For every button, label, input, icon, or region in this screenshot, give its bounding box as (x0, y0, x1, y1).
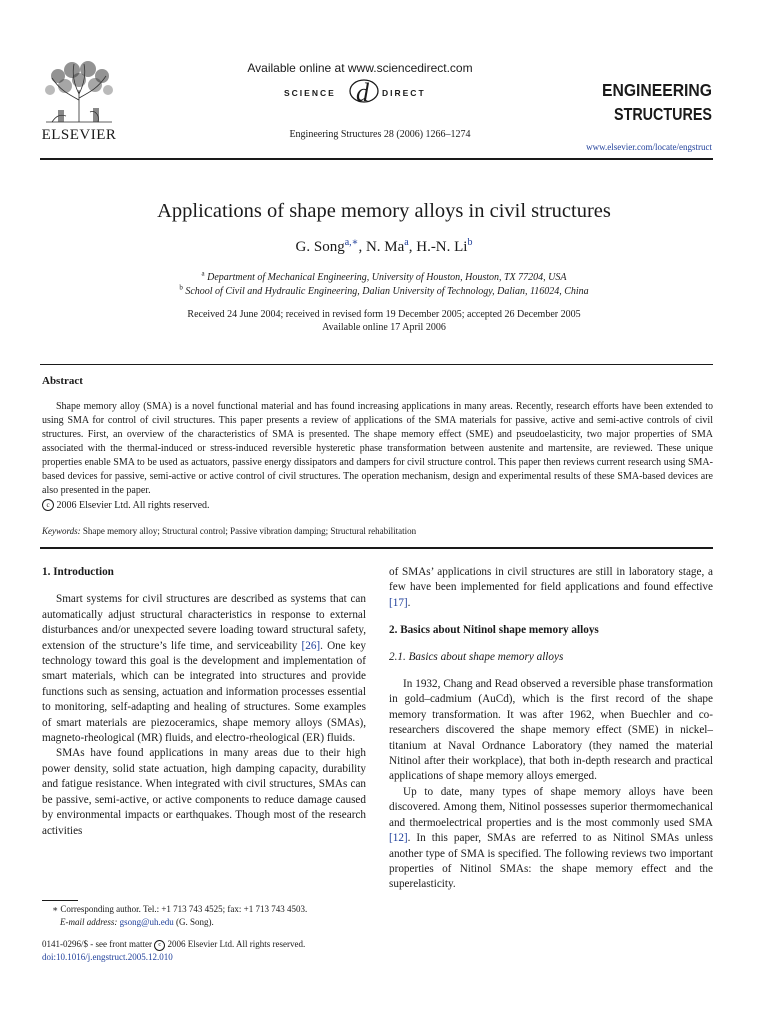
affiliation-text: School of Civil and Hydraulic Engineering, Dalian University of Technology, Dalian, 116024, China (185, 286, 589, 297)
intro-p1-text-cont: . One key technology toward this goal is the development and implementation of smart materials, which can be integrated into structures and provide functions such as sensing, actuation and information processes essential to monitoring, self-adapting and healing of structures. Some examples of smart materials are piezoceramics, shape memory alloys (SMAs), magneto-rheological (MR) fluids, and electro-rheological (ER) fluids. (42, 639, 366, 745)
keywords-line (42, 526, 416, 536)
corresponding-text: Corresponding author. Tel.: +1 713 743 4525; fax: +1 713 743 4503. (60, 904, 308, 914)
left-column (42, 565, 366, 839)
section-2-heading: 2. Basics about Nitinol shape memory alloys (389, 624, 599, 637)
footnote-email-line (42, 916, 372, 929)
section-2-1-heading: 2.1. Basics about shape memory alloys (389, 650, 564, 663)
continued-text: of SMAs’ applications in civil structures are still in laboratory stage, a few have been implemented for field applications and found effective (389, 566, 713, 594)
keywords-list: Shape memory alloy; Structural control; Passive vibration damping; Structural rehabilitation (82, 526, 417, 536)
paper-title: Applications of shape memory alloys in civil structures (157, 200, 611, 222)
received-dates: Received 24 June 2004; received in revised form 19 December 2005; accepted 26 December 2005 (187, 309, 581, 320)
copyright-icon: c (154, 940, 165, 951)
abstract-copyright (42, 499, 210, 511)
journal-name-line1: ENGINEERING (602, 80, 712, 100)
available-online-date: Available online 17 April 2006 (322, 322, 446, 333)
section-2-1-paragraph-2 (389, 785, 713, 893)
abstract-text: Shape memory alloy (SMA) is a novel functional material and has found increasing applications in many areas. Recently, research efforts have been extended to using SMA for control of civil structures. This paper presents a review of applications of the SMA materials for passive, active and semi-active controls of civil structures. First, an overview of the characteristics of SMA is presented. The shape memory effect (SME) and pseudoelasticity, two major properties of SMA associated with the thermal-induced or stress-induced reversible hysteretic phase transformation between austenite and martensite, are reviewed. These unique properties enable SMA to be used as actuators, passive energy dissipators and dampers for civil structure control. This paper then reviews current research using SMA-based devices for passive, semi-active or active control of civil structures. The operation mechanism, design and experimental results of these SMA-based devices are also presented in the paper. (42, 401, 713, 496)
copyright-text: 2006 Elsevier Ltd. All rights reserved. (56, 500, 210, 511)
copyright-icon: c (42, 499, 54, 511)
affiliation-a (0, 269, 768, 283)
continued-paragraph (389, 565, 713, 611)
footnote-author-line (42, 903, 372, 916)
abstract-heading: Abstract (42, 375, 83, 387)
affiliation-mark: b (179, 283, 183, 292)
intro-p1-text: Smart systems for civil structures are described as systems that can automatically adjust structural characteristics in response to external disturbances and/or unexpected severe loading toward structural safety, extension of the structure’s life time, and serviceability (42, 593, 366, 652)
sciencedirect-logo[interactable] (284, 77, 468, 105)
intro-paragraph-1 (42, 592, 366, 746)
right-column (389, 565, 713, 893)
s21-p2-text: Up to date, many types of shape memory alloys have been discovered. Among them, Nitinol possesses superior thermomechanical and thermoelectrical properties and is the most commonly used SMA (389, 785, 713, 829)
s21-p2-text-cont: . In this paper, SMAs are referred to as Nitinol SMAs unless another type of SMA is specified. The following reviews two important properties of Nitinol SMAs: the shape memory effect and the superelasticity. (389, 832, 713, 891)
issn-copyright: 2006 Elsevier Ltd. All rights reserved. (167, 939, 306, 949)
citation-link[interactable]: [17] (389, 596, 408, 609)
body-top-divider (40, 547, 713, 549)
email-link[interactable]: gsong@uh.edu (119, 917, 174, 927)
sciencedirect-right-text: DIRECT (382, 88, 426, 98)
issn-line (42, 939, 305, 951)
author-name: N. Ma (365, 239, 405, 255)
header-divider (40, 158, 713, 160)
journal-name-line2: STRUCTURES (614, 104, 712, 124)
sciencedirect-d-icon: d (356, 78, 369, 107)
section-1-heading: 1. Introduction (42, 566, 114, 578)
author-separator: , (358, 239, 366, 255)
citation-link[interactable]: [26] (301, 639, 321, 652)
email-suffix: (G. Song). (175, 917, 214, 927)
journal-url-link[interactable]: www.elsevier.com/locate/engstruct (586, 142, 712, 152)
author-name: H.-N. Li (416, 239, 468, 255)
section-2-1-paragraph-1: In 1932, Chang and Read observed a reversible phase transformation in gold–cadmium (AuCd), which is the first record of the shape memory transformation. It was after 1962, when Buechler and co-researchers discovered the shape memory effect (SME) in nickel–titanium at Naval Ordnance Laboratory (they named the material Nitinol after their workplace), that both in-depth research and practical applications of shape memory alloys emerged. (389, 678, 713, 783)
author-affiliation-mark[interactable]: a (404, 237, 409, 248)
author-list (0, 239, 768, 256)
publisher-name: ELSEVIER (41, 127, 117, 143)
abstract-top-divider (40, 364, 713, 365)
sciencedirect-left-text: SCIENCE (284, 88, 336, 98)
doi-link[interactable]: doi:10.1016/j.engstruct.2005.12.010 (42, 952, 173, 962)
citation-link[interactable]: [12] (389, 832, 408, 845)
footnote-rule (42, 900, 78, 901)
corresponding-footnote (42, 900, 372, 929)
keywords-label: Keywords: (42, 526, 81, 536)
author-name: G. Song (295, 239, 345, 255)
author-affiliation-mark[interactable]: a,∗ (344, 237, 359, 248)
author-separator: , (408, 239, 417, 255)
available-online-line[interactable]: Available online at www.sciencedirect.com (247, 61, 473, 75)
author-affiliation-mark[interactable]: b (467, 237, 473, 248)
journal-citation: Engineering Structures 28 (2006) 1266–1274 (289, 129, 471, 140)
continued-text-end: . (407, 596, 411, 609)
abstract-body (42, 400, 713, 498)
affiliation-mark: a (201, 269, 205, 278)
email-label: E-mail address: (60, 917, 118, 927)
intro-paragraph-2: SMAs have found applications in many areas due to their high power density, solid state actuation, high damping capacity, durability and fatigue resistance. When integrated with civil structures, SMAs can be passive, semi-active, or active components to reduce damage caused by environmental impacts or earthquakes. Though most of the research activities (42, 747, 366, 837)
issn-text: 0141-0296/$ - see front matter (42, 939, 152, 949)
footnote-mark: ∗ (52, 904, 59, 914)
journal-name-logo (600, 76, 720, 128)
affiliation-b (0, 283, 768, 297)
affiliation-text: Department of Mechanical Engineering, University of Houston, Houston, TX 77204, USA (207, 272, 567, 283)
